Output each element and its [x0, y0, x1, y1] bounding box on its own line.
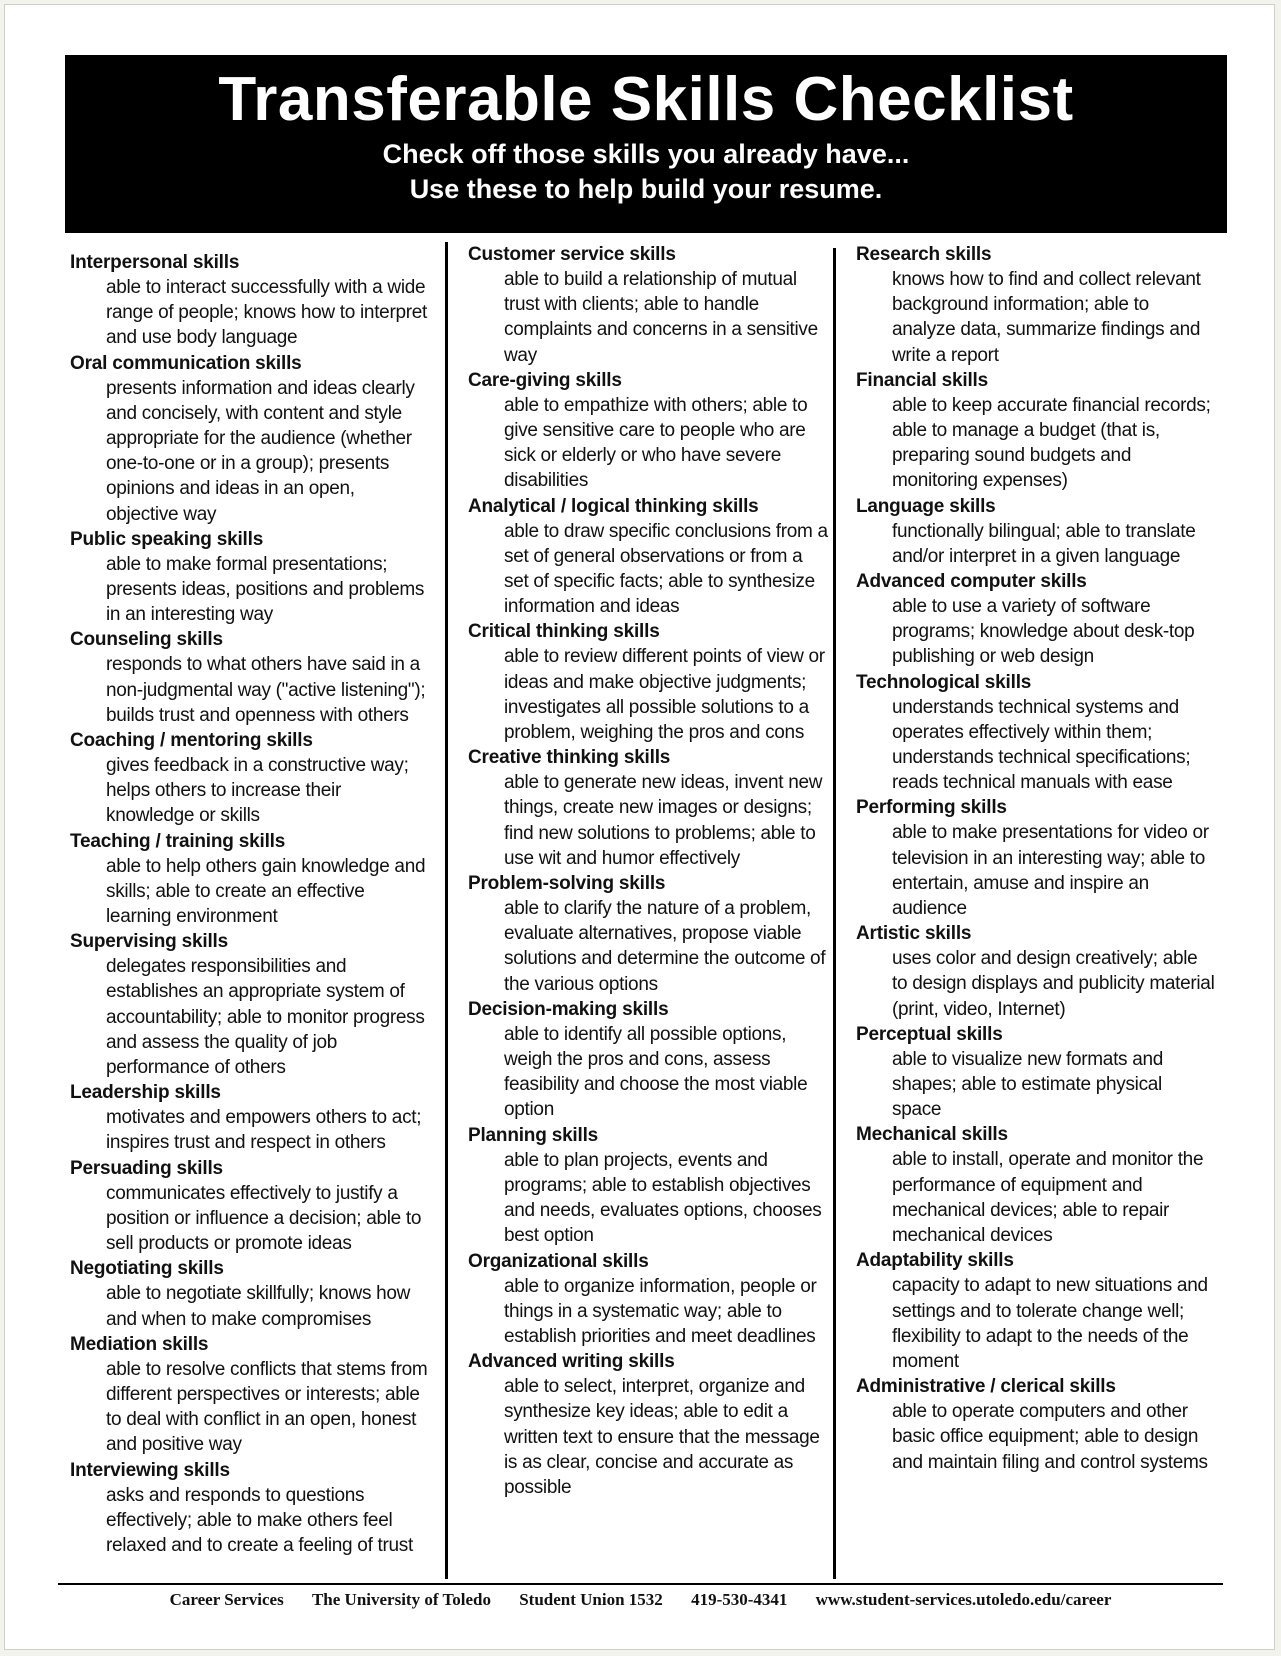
- skill-description: able to make formal presentations; presents ideas, positions and problems in an interesting way: [106, 553, 425, 626]
- skill-name: Oral communication skills: [70, 352, 302, 374]
- skill-entry: [70, 1256, 430, 1331]
- skill-entry: [70, 527, 430, 628]
- skill-description: delegates responsibilities and establishes an appropriate system of accountability; able to monitor progress and assess the quality of job performance of others: [106, 956, 425, 1079]
- footer-location: Student Union 1532: [519, 1590, 663, 1609]
- skill-name: Mechanical skills: [856, 1124, 1008, 1146]
- skill-entry: [856, 1248, 1216, 1374]
- skill-description: able to build a relationship of mutual trust with clients; able to handle complaints and concerns in a sensitive way: [504, 269, 818, 366]
- skills-column-3: [856, 242, 1216, 1475]
- skill-name: Perceptual skills: [856, 1023, 1003, 1045]
- skill-name: Customer service skills: [468, 244, 676, 265]
- skill-entry: [468, 1349, 828, 1500]
- page-title: Transferable Skills Checklist: [218, 65, 1074, 134]
- skill-description: understands technical systems and operates effectively within them; understands technical specifications; reads technical manuals with ease: [892, 696, 1191, 794]
- skill-description: able to organize information, people or things in a systematic way; able to establish priorities and meet deadlines: [504, 1275, 817, 1347]
- skill-name: Teaching / training skills: [70, 830, 286, 852]
- skill-entry: [70, 929, 430, 1080]
- skill-description: able to keep accurate financial records; able to manage a budget (that is, preparing sound budgets and monitoring expenses): [892, 394, 1211, 492]
- skill-description: able to select, interpret, organize and synthesize key ideas; able to edit a written text to ensure that the message is as clear, concise and accurate as possible: [504, 1376, 820, 1498]
- skill-entry: [856, 670, 1216, 796]
- skill-description: motivates and empowers others to act; inspires trust and respect in others: [106, 1107, 422, 1154]
- skill-description: able to interact successfully with a wide range of people; knows how to interpret and use body language: [106, 277, 428, 349]
- skill-entry: [856, 242, 1216, 368]
- skill-entry: [468, 997, 828, 1123]
- skill-name: Adaptability skills: [856, 1250, 1014, 1272]
- skill-name: Problem-solving skills: [468, 873, 666, 895]
- skill-name: Decision-making skills: [468, 998, 669, 1020]
- skill-name: Counseling skills: [70, 629, 223, 651]
- skill-name: Organizational skills: [468, 1250, 649, 1272]
- subtitle-line-2: Use these to help build your resume.: [409, 174, 883, 204]
- skill-name: Supervising skills: [70, 931, 228, 953]
- skill-name: Interpersonal skills: [70, 252, 240, 273]
- skill-entry: [70, 250, 430, 351]
- skill-description: able to plan projects, events and programs; able to establish objectives and needs, evaluates options, chooses best option: [504, 1149, 822, 1247]
- skill-description: able to generate new ideas, invent new things, create new images or designs; find new solutions to problems; able to use wit and humor effectively: [504, 772, 823, 869]
- skill-description: able to operate computers and other basic office equipment; able to design and maintain filing and control systems: [892, 1401, 1208, 1473]
- skill-description: presents information and ideas clearly and concisely, with content and style appropriate for the audience (whether one-to-one or in a group); presents opinions and ideas in an open, objective way: [106, 377, 415, 525]
- skill-description: functionally bilingual; able to translate and/or interpret in a given language: [892, 520, 1196, 567]
- skill-description: able to clarify the nature of a problem, evaluate alternatives, propose viable solutions and determine the outcome of the various options: [504, 898, 826, 995]
- skill-entry: [70, 1332, 430, 1458]
- skill-name: Coaching / mentoring skills: [70, 730, 313, 752]
- skill-description: able to install, operate and monitor the performance of equipment and mechanical devices; able to repair mechanical devices: [892, 1149, 1204, 1247]
- skill-name: Negotiating skills: [70, 1258, 224, 1280]
- skill-description: able to resolve conflicts that stems from different perspectives or interests; able to deal with conflict in an open, honest and positive way: [106, 1358, 428, 1456]
- skill-description: able to review different points of view or ideas and make objective judgments; investigates all possible solutions to a problem, weighing the pros and cons: [504, 646, 825, 744]
- skill-name: Leadership skills: [70, 1082, 221, 1104]
- skill-entry: [70, 1458, 430, 1559]
- skill-name: Persuading skills: [70, 1157, 223, 1179]
- footer-contact: [0, 1589, 1281, 1611]
- skill-entry: [856, 921, 1216, 1022]
- skill-entry: [468, 1249, 828, 1350]
- skill-name: Critical thinking skills: [468, 621, 660, 643]
- skill-name: Analytical / logical thinking skills: [468, 495, 759, 517]
- skill-entry: [856, 1022, 1216, 1123]
- skill-description: able to empathize with others; able to give sensitive care to people who are sick or elderly or who have severe disabilities: [504, 394, 808, 492]
- skill-name: Artistic skills: [856, 923, 972, 945]
- skill-name: Interviewing skills: [70, 1459, 230, 1481]
- column-divider-left: [445, 242, 448, 1579]
- skill-name: Advanced writing skills: [468, 1351, 675, 1373]
- skill-description: able to help others gain knowledge and skills; able to create an effective learning environment: [106, 855, 426, 928]
- footer-phone: 419-530-4341: [691, 1590, 788, 1609]
- skill-entry: [70, 627, 430, 728]
- skill-description: uses color and design creatively; able to design displays and publicity material (print, video, Internet): [892, 948, 1215, 1020]
- skill-name: Administrative / clerical skills: [856, 1376, 1116, 1398]
- skill-description: responds to what others have said in a non-judgmental way ("active listening"); builds trust and openness with others: [106, 654, 426, 726]
- skill-description: gives feedback in a constructive way; helps others to increase their knowledge or skills: [106, 755, 409, 827]
- skill-entry: [856, 569, 1216, 670]
- title-banner: [65, 55, 1227, 233]
- skill-name: Research skills: [856, 244, 992, 265]
- skill-entry: [70, 829, 430, 930]
- skill-name: Language skills: [856, 495, 996, 517]
- skill-description: able to negotiate skillfully; knows how and when to make compromises: [106, 1283, 411, 1330]
- skills-column-1: [70, 250, 430, 1558]
- skill-description: communicates effectively to justify a position or influence a decision; able to sell products or promote ideas: [106, 1182, 422, 1255]
- skill-name: Public speaking skills: [70, 528, 264, 550]
- skill-entry: [468, 494, 828, 620]
- skill-description: capacity to adapt to new situations and settings and to tolerate change well; flexibility to adapt to the needs of the moment: [892, 1275, 1208, 1372]
- skill-entry: [468, 871, 828, 997]
- skill-name: Planning skills: [468, 1124, 599, 1146]
- skill-description: able to use a variety of software programs; knowledge about desk-top publishing or web design: [892, 596, 1195, 668]
- skill-description: able to draw specific conclusions from a set of general observations or from a set of specific facts; able to synthesize information and ideas: [504, 520, 828, 618]
- skill-entry: [468, 1123, 828, 1249]
- skill-name: Performing skills: [856, 797, 1007, 819]
- footer-website: www.student-services.utoledo.edu/career: [815, 1590, 1112, 1609]
- footer-divider: [58, 1583, 1223, 1585]
- skill-name: Mediation skills: [70, 1333, 209, 1355]
- skill-entry: [70, 1156, 430, 1257]
- skill-entry: [468, 242, 828, 368]
- skill-name: Advanced computer skills: [856, 571, 1087, 593]
- footer-university: The University of Toledo: [311, 1590, 491, 1609]
- skill-description: able to visualize new formats and shapes; able to estimate physical space: [892, 1048, 1164, 1121]
- skill-entry: [468, 368, 828, 494]
- skill-entry: [856, 368, 1216, 494]
- skill-description: knows how to find and collect relevant background information; able to analyze data, summarize findings and write a report: [892, 269, 1201, 366]
- skill-entry: [70, 1080, 430, 1155]
- skill-entry: [856, 795, 1216, 921]
- skill-name: Technological skills: [856, 671, 1032, 693]
- skill-name: Financial skills: [856, 369, 988, 391]
- skill-description: able to make presentations for video or television in an interesting way; able to entertain, amuse and inspire an audience: [892, 822, 1209, 920]
- footer-office: Career Services: [169, 1590, 284, 1609]
- skill-name: Creative thinking skills: [468, 747, 671, 769]
- skill-entry: [856, 494, 1216, 569]
- skills-column-2: [468, 242, 828, 1500]
- column-divider-right: [833, 248, 836, 1579]
- skill-description: asks and responds to questions effectively; able to make others feel relaxed and to create a feeling of trust: [106, 1484, 413, 1556]
- skill-entry: [70, 351, 430, 527]
- skill-description: able to identify all possible options, weigh the pros and cons, assess feasibility and choose the most viable option: [504, 1023, 808, 1121]
- skill-entry: [468, 619, 828, 745]
- skill-entry: [856, 1122, 1216, 1248]
- skill-name: Care-giving skills: [468, 369, 622, 391]
- skill-entry: [70, 728, 430, 829]
- subtitle-line-1: Check off those skills you already have...: [382, 139, 910, 169]
- skill-entry: [468, 745, 828, 871]
- skill-entry: [856, 1374, 1216, 1475]
